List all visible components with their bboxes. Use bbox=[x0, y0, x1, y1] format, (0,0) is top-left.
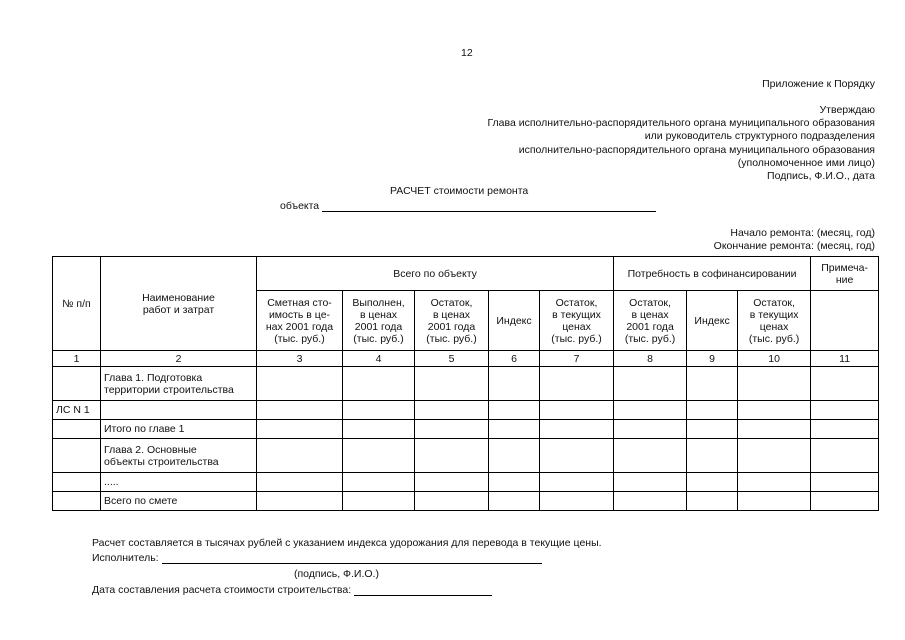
object-label: объекта bbox=[280, 200, 320, 212]
executor-label: Исполнитель: bbox=[92, 552, 159, 564]
column-number: 9 bbox=[687, 351, 738, 367]
row-number bbox=[53, 492, 101, 511]
column-number: 5 bbox=[415, 351, 489, 367]
date-line bbox=[92, 584, 492, 596]
column-number: 2 bbox=[101, 351, 257, 367]
object-line bbox=[280, 200, 656, 212]
row-number bbox=[53, 420, 101, 439]
column-number: 6 bbox=[489, 351, 540, 367]
column-number: 11 bbox=[811, 351, 879, 367]
column-number: 10 bbox=[738, 351, 811, 367]
subheader-cell: Остаток, в текущих ценах (тыс. руб.) bbox=[540, 291, 614, 351]
object-field[interactable] bbox=[322, 201, 656, 212]
table-cell bbox=[811, 291, 879, 351]
table-row bbox=[53, 492, 879, 511]
row-number: ЛС N 1 bbox=[53, 401, 101, 420]
row-name: Глава 1. Подготовка территории строительства bbox=[101, 367, 257, 401]
table-row bbox=[53, 473, 879, 492]
header-number: № п/п bbox=[53, 257, 101, 351]
repair-start: Начало ремонта: (месяц, год) bbox=[730, 227, 875, 239]
column-number: 8 bbox=[614, 351, 687, 367]
signature-hint: (подпись, Ф.И.О.) bbox=[294, 568, 379, 580]
table-row bbox=[53, 367, 879, 401]
header-note: Примеча- ние bbox=[811, 257, 879, 291]
column-number: 4 bbox=[343, 351, 415, 367]
subheader-cell: Индекс bbox=[687, 291, 738, 351]
subheader-cell: Остаток, в ценах 2001 года (тыс. руб.) bbox=[415, 291, 489, 351]
table-row bbox=[53, 401, 879, 420]
approval-line: Глава исполнительно-распорядительного органа муниципального образования bbox=[487, 117, 875, 130]
repair-end: Окончание ремонта: (месяц, год) bbox=[713, 240, 875, 252]
approval-line: Подпись, Ф.И.О., дата bbox=[767, 170, 875, 183]
row-name: Всего по смете bbox=[101, 492, 257, 511]
column-number: 1 bbox=[53, 351, 101, 367]
footer-note: Расчет составляется в тысячах рублей с указанием индекса удорожания для перевода в текущие цены. bbox=[92, 537, 602, 549]
table-row bbox=[53, 439, 879, 473]
table-row bbox=[53, 420, 879, 439]
row-name: Итого по главе 1 bbox=[101, 420, 257, 439]
subheader-cell: Выполнен, в ценах 2001 года (тыс. руб.) bbox=[343, 291, 415, 351]
header-name: Наименование работ и затрат bbox=[101, 257, 257, 351]
date-field[interactable] bbox=[354, 585, 492, 596]
column-number: 3 bbox=[257, 351, 343, 367]
subheader-cell: Сметная сто- имость в це- нах 2001 года (тыс. руб.) bbox=[257, 291, 343, 351]
document-title: РАСЧЕТ стоимости ремонта bbox=[390, 185, 529, 197]
approval-line: Утверждаю bbox=[819, 104, 875, 116]
row-name bbox=[101, 401, 257, 420]
row-name: ..... bbox=[101, 473, 257, 492]
executor-line bbox=[92, 552, 542, 564]
subheader-cell: Остаток, в ценах 2001 года (тыс. руб.) bbox=[614, 291, 687, 351]
page-number: 12 bbox=[461, 47, 473, 59]
cost-table bbox=[52, 256, 879, 511]
row-number bbox=[53, 367, 101, 401]
date-label: Дата составления расчета стоимости строительства: bbox=[92, 584, 352, 596]
subheader-cell: Индекс bbox=[489, 291, 540, 351]
approval-block bbox=[487, 104, 875, 183]
approval-line: (уполномоченное ими лицо) bbox=[737, 156, 875, 169]
row-name: Глава 2. Основные объекты строительства bbox=[101, 439, 257, 473]
column-number: 7 bbox=[540, 351, 614, 367]
approval-line: исполнительно-распорядительного органа муниципального образования bbox=[518, 143, 875, 156]
row-number bbox=[53, 439, 101, 473]
executor-field[interactable] bbox=[162, 553, 542, 564]
appendix-caption: Приложение к Порядку bbox=[762, 78, 875, 90]
header-cofinancing: Потребность в софинансировании bbox=[614, 257, 811, 291]
row-number bbox=[53, 473, 101, 492]
header-total: Всего по объекту bbox=[257, 257, 614, 291]
approval-line: или руководитель структурного подразделения bbox=[644, 130, 875, 143]
subheader-cell: Остаток, в текущих ценах (тыс. руб.) bbox=[738, 291, 811, 351]
